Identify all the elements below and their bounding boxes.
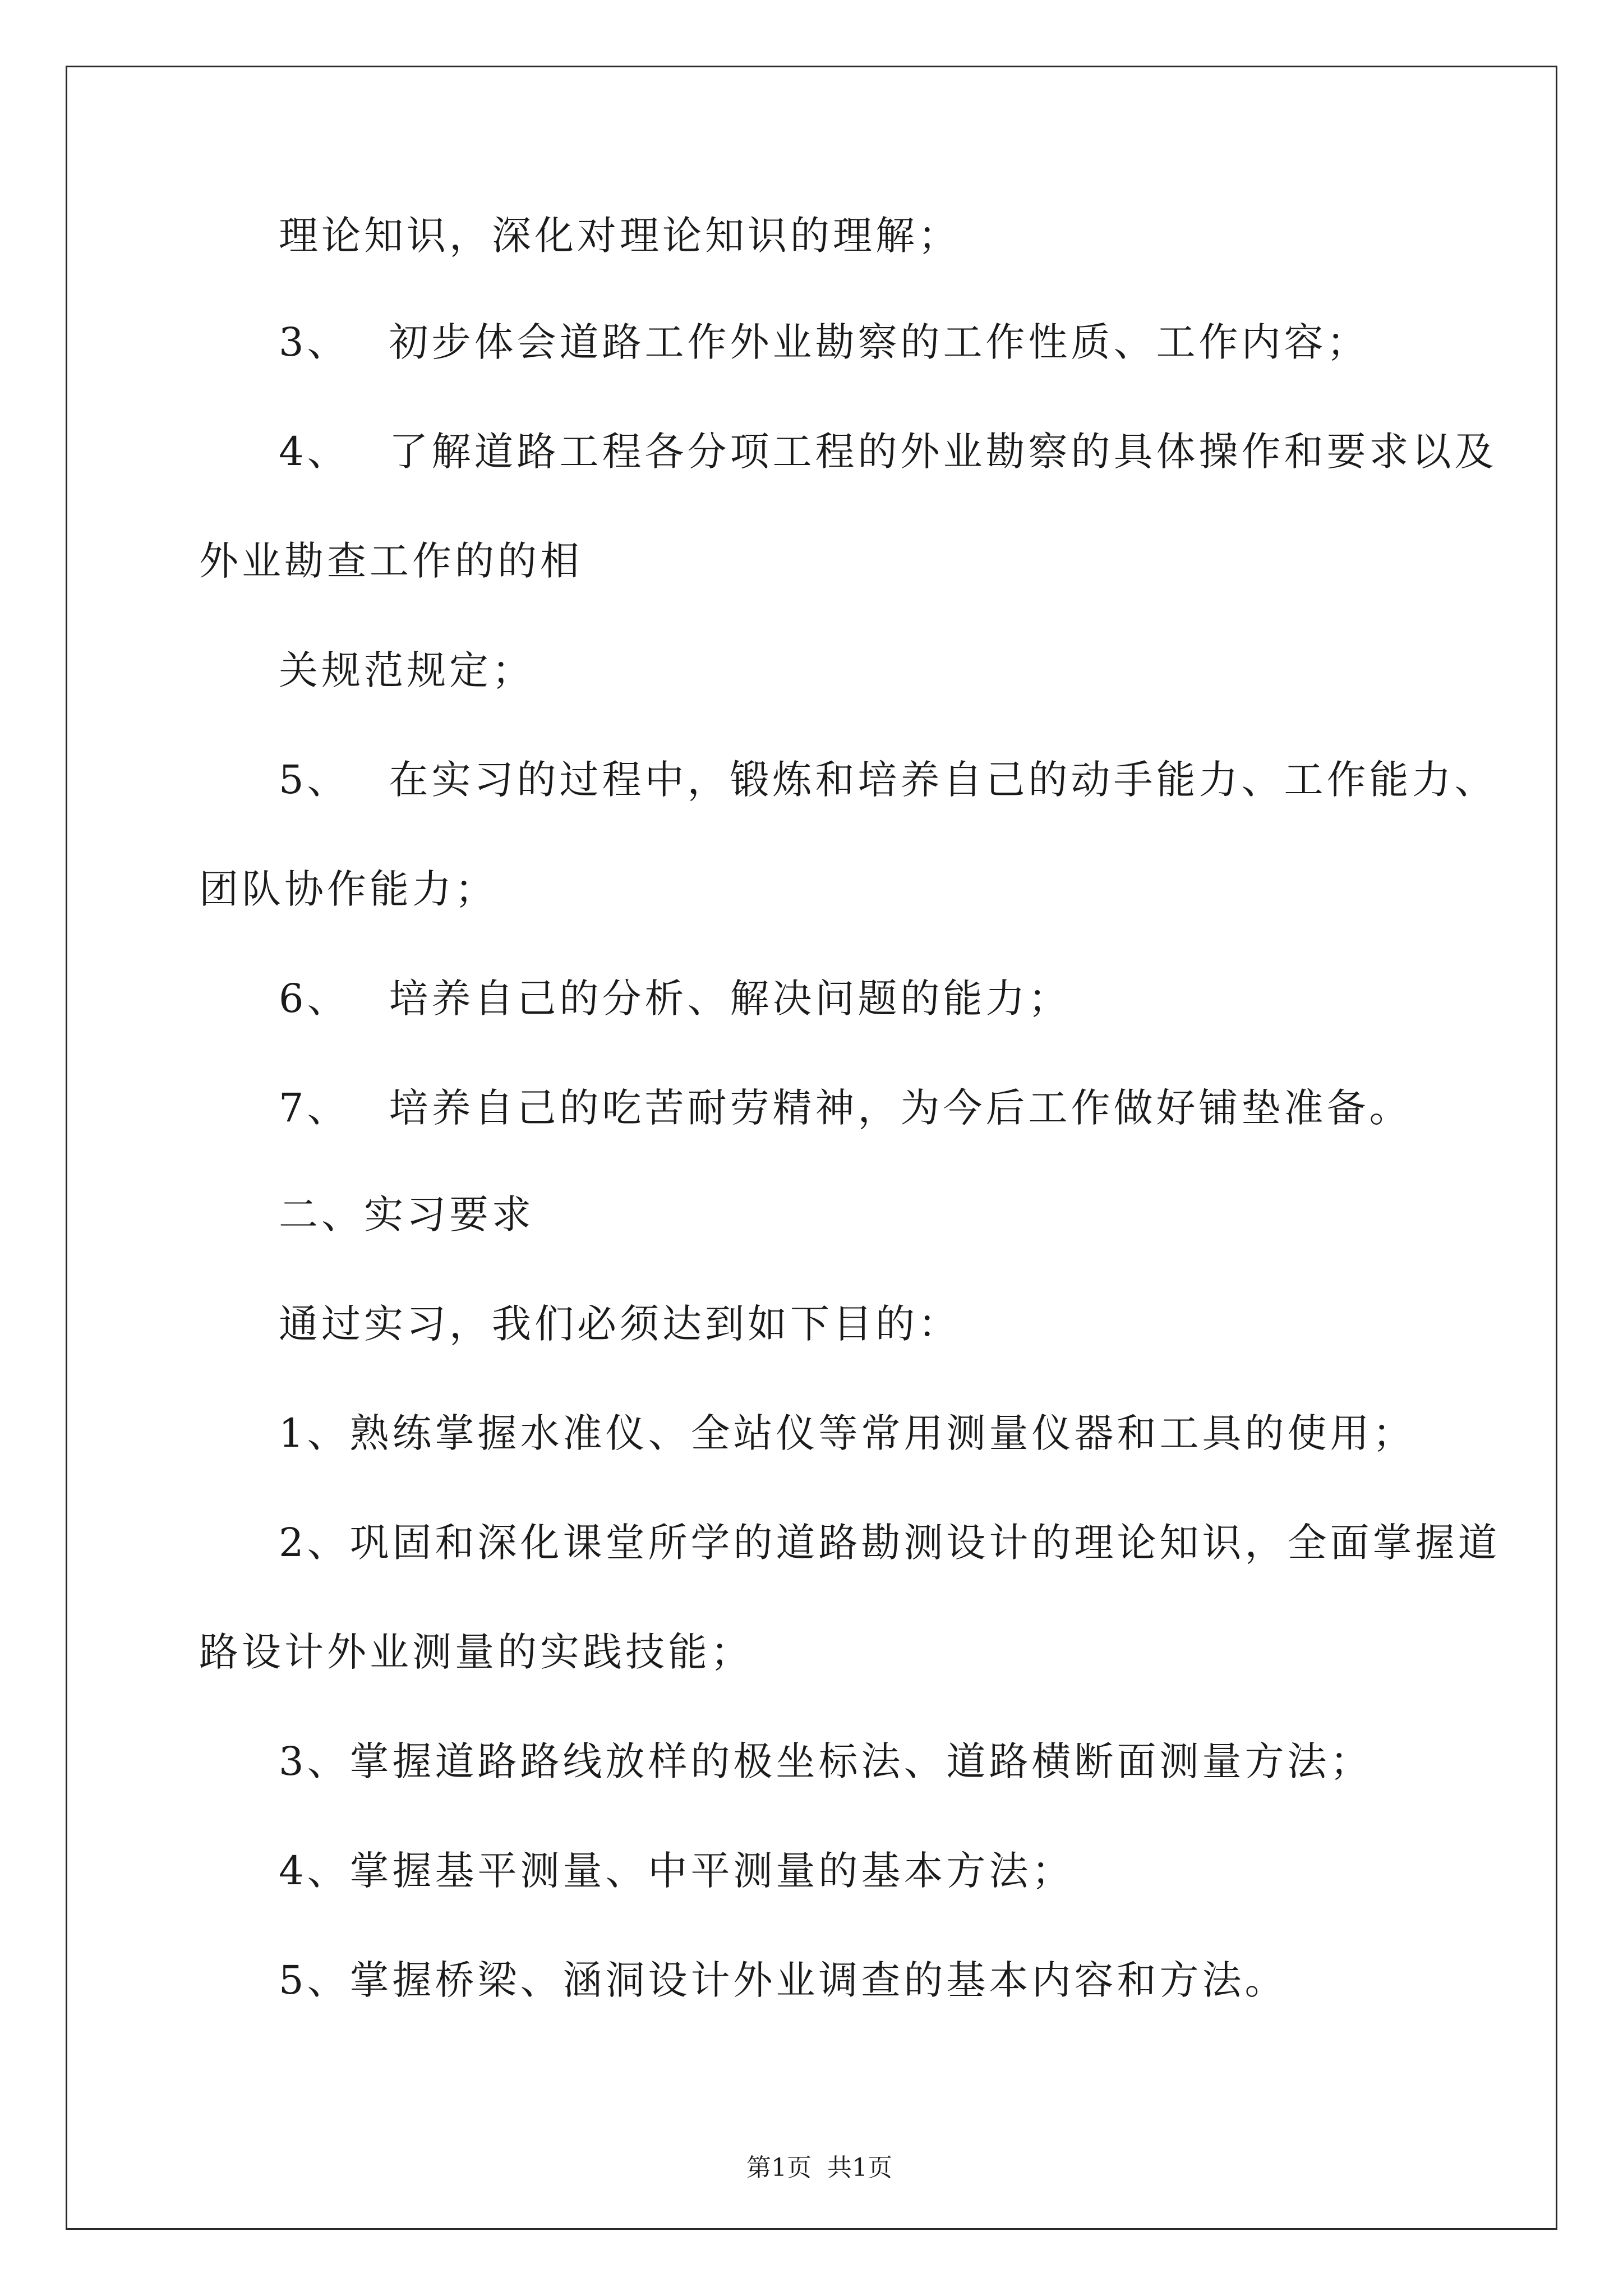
line-text: 团队协作能力； bbox=[199, 866, 497, 912]
line-text: 理论知识，深化对理论知识的理解； bbox=[279, 213, 961, 259]
paragraph-line bbox=[199, 536, 583, 586]
list-number: 6、 bbox=[279, 976, 350, 1022]
list-item bbox=[279, 1955, 1288, 2005]
list-number: 7、 bbox=[279, 1085, 350, 1131]
line-text: 二、实习要求 bbox=[279, 1191, 534, 1237]
list-item bbox=[279, 317, 1370, 367]
list-item bbox=[279, 973, 1071, 1024]
section-heading bbox=[279, 1189, 534, 1240]
line-text: 了解道路工程各分项工程的外业勘察的具体操作和要求以及 bbox=[389, 429, 1497, 475]
list-item bbox=[279, 1517, 1501, 1568]
line-text: 在实习的过程中，锻炼和培养自己的动手能力、工作能力、 bbox=[389, 757, 1497, 803]
list-number: 4、 bbox=[279, 429, 350, 475]
line-text: 4、掌握基平测量、中平测量的基本方法； bbox=[279, 1848, 1075, 1894]
line-text: 初步体会道路工作外业勘察的工作性质、工作内容； bbox=[389, 319, 1370, 365]
list-item bbox=[279, 1408, 1415, 1458]
line-text: 3、掌握道路路线放样的极坐标法、道路横断面测量方法； bbox=[279, 1738, 1373, 1784]
line-text: 培养自己的吃苦耐劳精神，为今后工作做好铺垫准备。 bbox=[389, 1085, 1412, 1131]
page-border bbox=[66, 66, 1557, 2230]
line-text: 关规范规定； bbox=[279, 647, 534, 693]
list-number: 5、 bbox=[279, 757, 350, 803]
paragraph-line bbox=[199, 864, 497, 914]
list-item bbox=[279, 754, 1497, 805]
list-item bbox=[279, 1846, 1075, 1896]
line-text: 1、熟练掌握水准仪、全站仪等常用测量仪器和工具的使用； bbox=[279, 1410, 1415, 1456]
line-text: 培养自己的分析、解决问题的能力； bbox=[389, 976, 1071, 1022]
paragraph-line bbox=[279, 645, 534, 696]
paragraph-line bbox=[279, 1299, 961, 1349]
line-text: 2、巩固和深化课堂所学的道路勘测设计的理论知识，全面掌握道 bbox=[279, 1520, 1501, 1566]
list-number: 3、 bbox=[279, 319, 350, 365]
line-text: 通过实习，我们必须达到如下目的： bbox=[279, 1301, 961, 1347]
list-item bbox=[279, 426, 1497, 477]
page-footer bbox=[0, 2118, 1623, 2185]
list-item bbox=[279, 1736, 1373, 1787]
page-number-label: 第1页 共1页 bbox=[746, 2154, 892, 2182]
paragraph-line bbox=[199, 1627, 753, 1677]
line-text: 外业勘查工作的的相 bbox=[199, 538, 583, 584]
line-text: 5、掌握桥梁、涵洞设计外业调查的基本内容和方法。 bbox=[279, 1957, 1288, 2003]
list-item bbox=[279, 1083, 1412, 1133]
paragraph-line bbox=[279, 210, 961, 261]
line-text: 路设计外业测量的实践技能； bbox=[199, 1629, 753, 1675]
